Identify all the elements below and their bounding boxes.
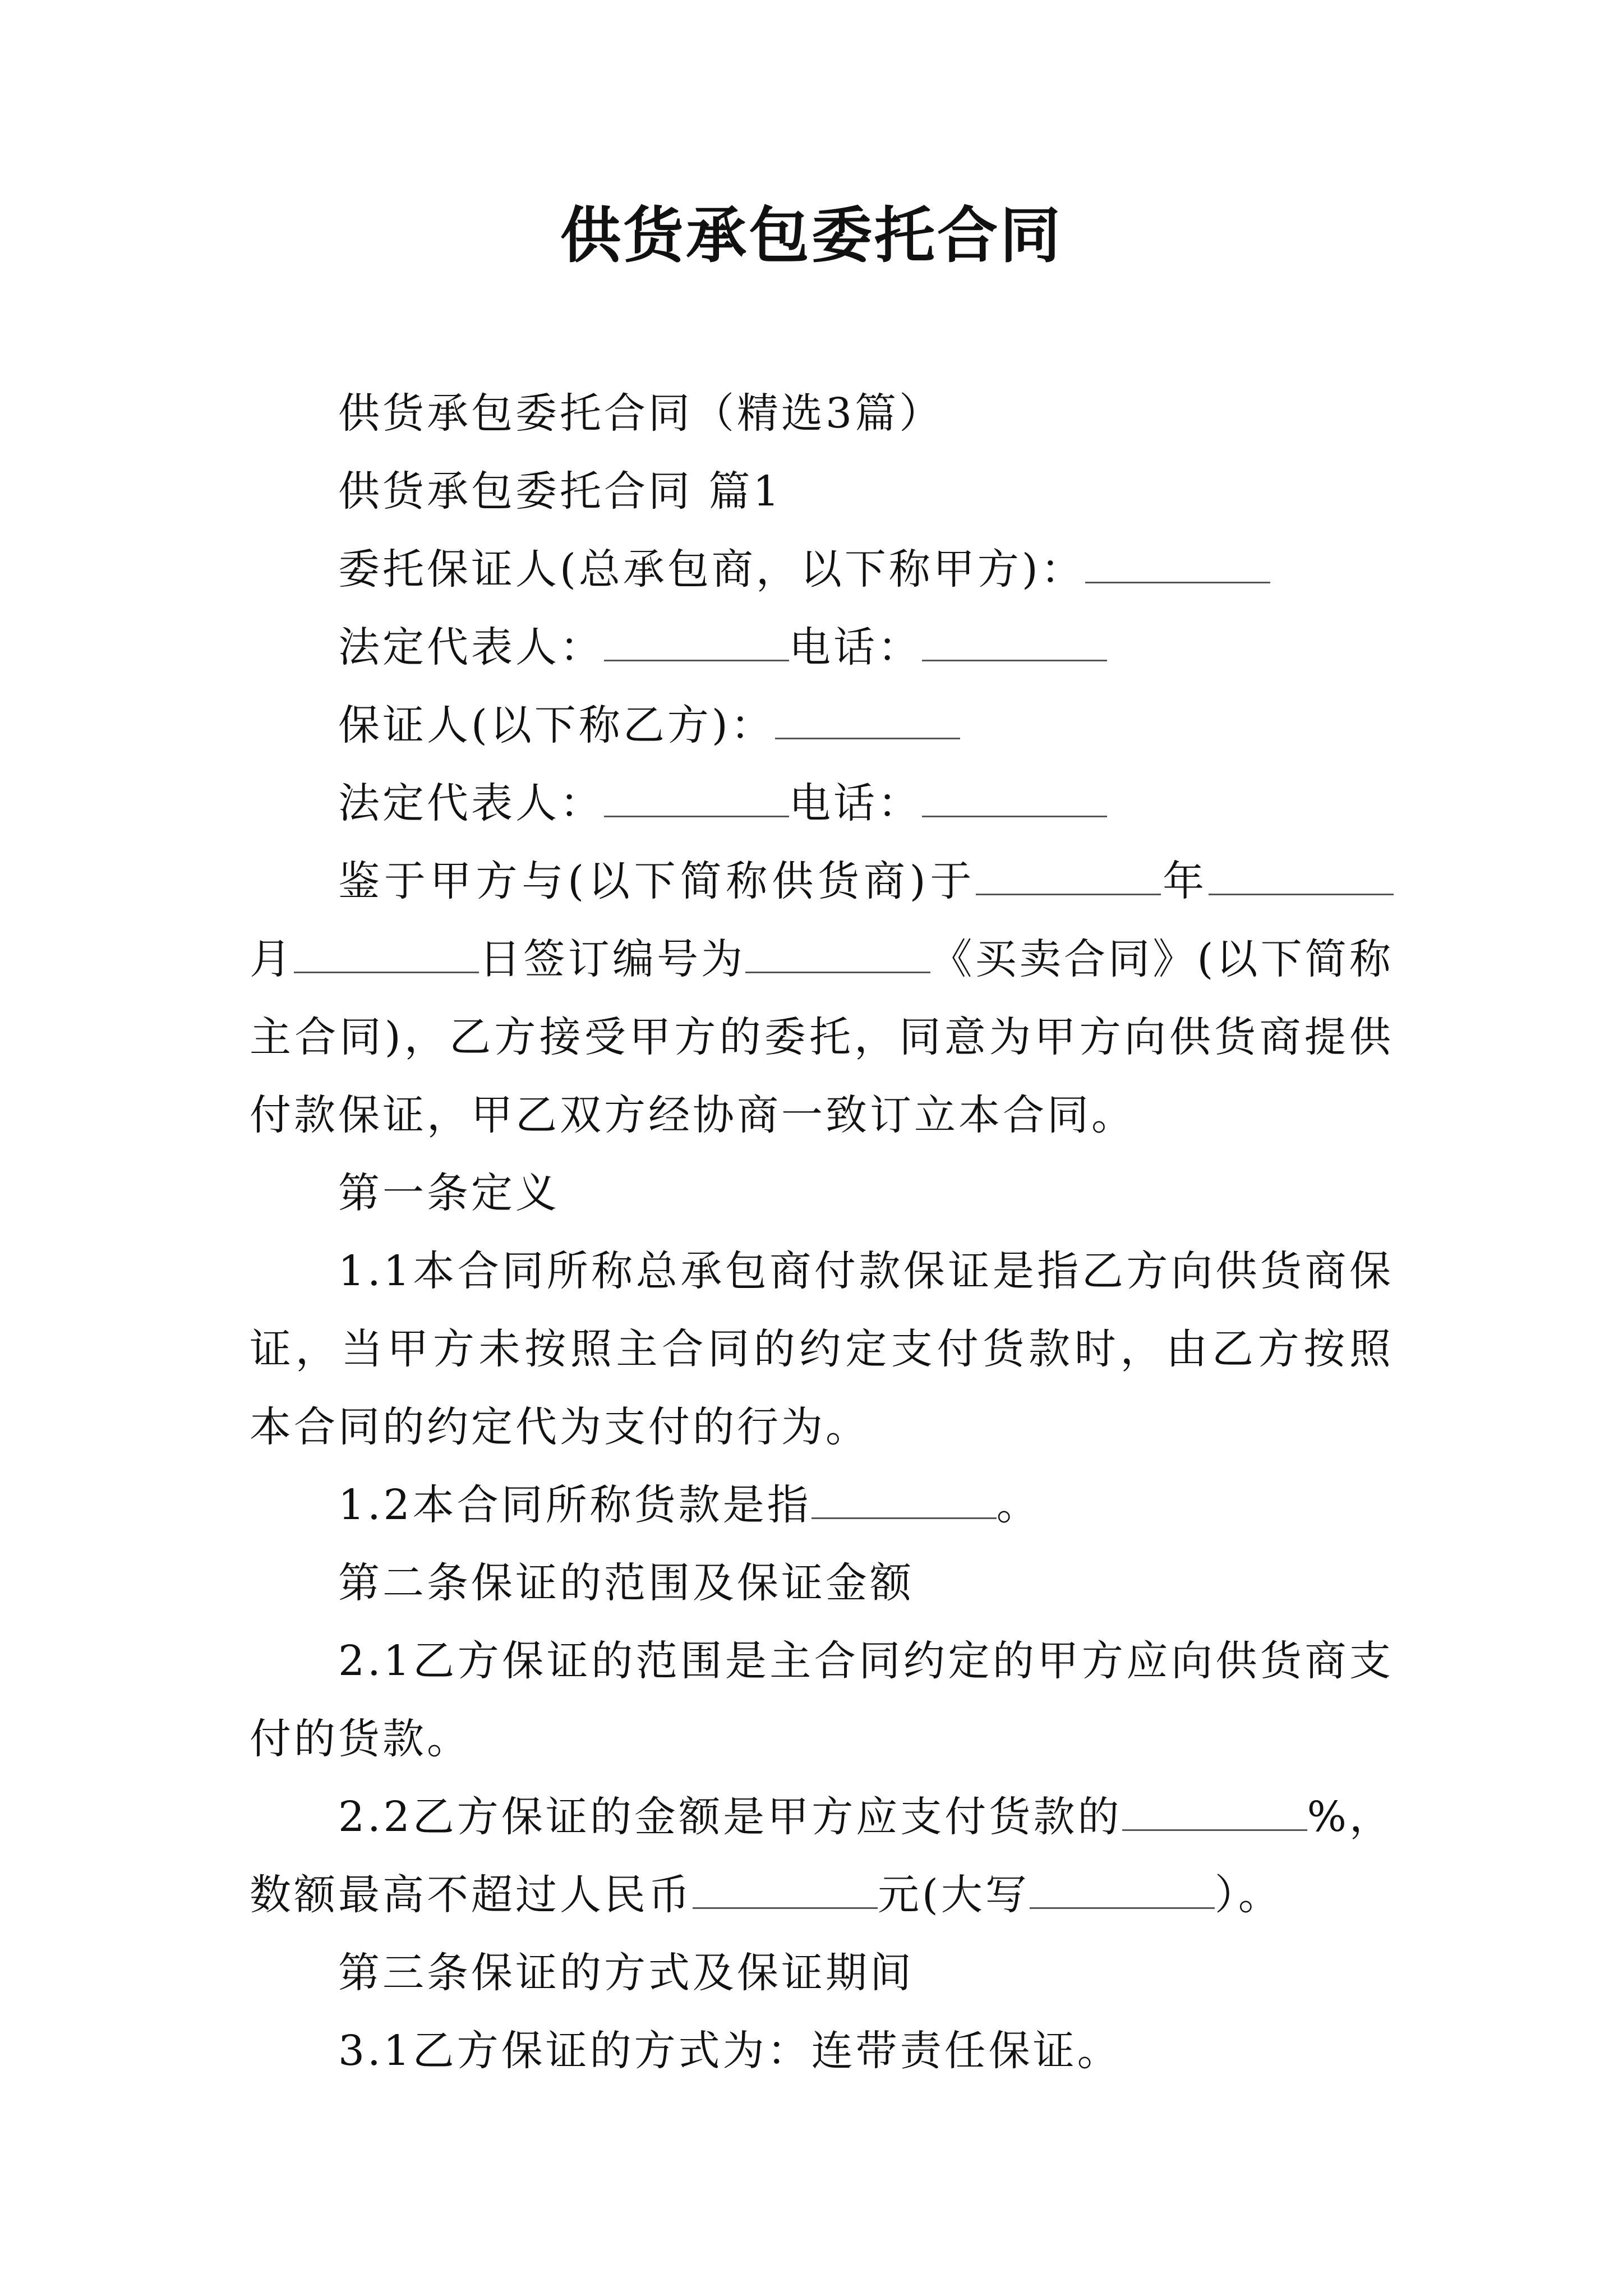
blank-line [693, 1870, 878, 1909]
document-body [250, 375, 1394, 2090]
clause-2-1: 2.1乙方保证的范围是主合同约定的甲方应向供货商支付的货款。 [250, 1637, 1394, 1763]
blank-line [922, 622, 1107, 661]
paragraph-subtitle: 供货承包委托合同（精选3篇） [338, 389, 944, 438]
blank-line [294, 934, 479, 973]
clause-1-1: 1.1本合同所称总承包商付款保证是指乙方向供货商保证，当甲方未按照主合同的约定支付货款时，由乙方按照本合同的约定代为支付的行为。 [250, 1247, 1394, 1451]
blank-line [1030, 1870, 1215, 1909]
blank-line [775, 700, 960, 739]
paragraph-party-b-representative: 法定代表人： 电话： [250, 765, 1394, 843]
article-3-heading: 第三条保证的方式及保证期间 [338, 1949, 914, 1997]
paragraph-party-a-representative: 法定代表人： 电话： [250, 609, 1394, 687]
blank-line [1085, 544, 1270, 583]
blank-line [976, 856, 1161, 895]
paragraph-section-heading: 供货承包委托合同 篇1 [338, 467, 782, 516]
article-2-heading: 第二条保证的范围及保证金额 [338, 1559, 914, 1607]
paragraph-party-b: 保证人(以下称乙方)： [250, 687, 1394, 765]
blank-line [1209, 856, 1394, 895]
clause-3-1: 3.1乙方保证的方式为：连带责任保证。 [338, 2027, 1122, 2075]
document-title: 供货承包委托合同 [560, 200, 1063, 271]
blank-line [604, 778, 789, 817]
blank-line [811, 1480, 997, 1519]
blank-line [604, 622, 789, 661]
clause-2-2: 2.2乙方保证的金额是甲方应支付货款的 %，数额最高不超过人民币 元(大写 ）。 [250, 1793, 1394, 1919]
blank-line [922, 778, 1107, 817]
article-1-heading: 第一条定义 [338, 1169, 560, 1217]
clause-1-2: 1.2本合同所称货款是指 。 [338, 1481, 1041, 1529]
paragraph-preamble: 鉴于甲方与(以下简称供货商)于 年月 日签订编号为 《买卖合同》(以下简称主合同)，乙方接受甲方的委托，同意为甲方向供货商提供付款保证，甲乙双方经协商一致订立本合同。 [250, 857, 1394, 1139]
paragraph-party-a: 委托保证人(总承包商，以下称甲方)： [250, 531, 1394, 609]
blank-line [1122, 1792, 1307, 1831]
blank-line [745, 934, 930, 973]
